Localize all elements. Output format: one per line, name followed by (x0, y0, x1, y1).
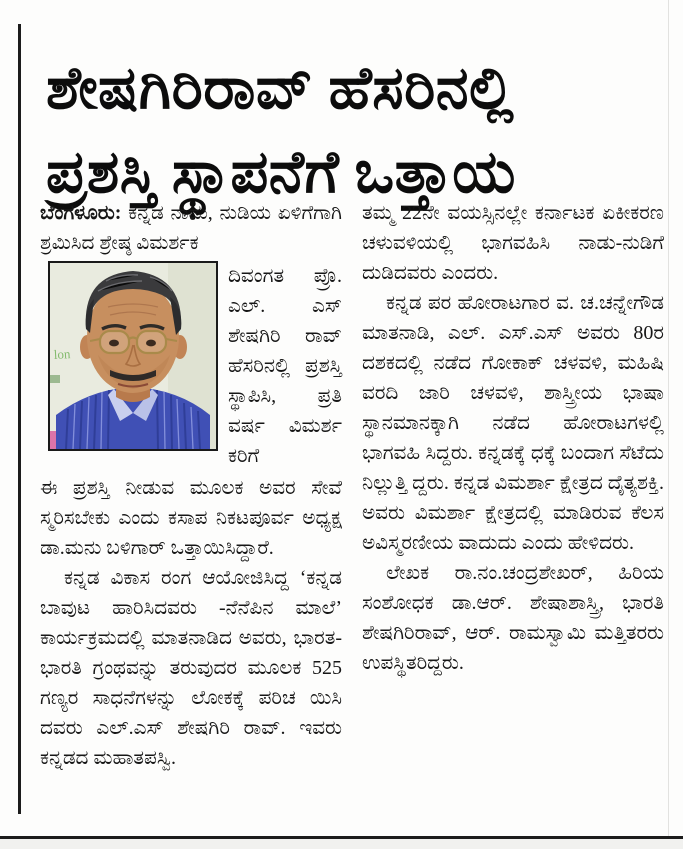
portrait-photo (48, 261, 218, 451)
lead-paragraph-text: ಕನ್ನಡ ನಾಡು, ನುಡಿಯ ಏಳಿಗೆಗಾಗಿ ಶ್ರಮಿಸಿದ ಶ್ರೇಷ್ಠ ವಿಮರ್ಶಕ (40, 202, 342, 254)
photo-banner-text: lon (53, 346, 71, 362)
headline-line-1: ಶೇಷಗಿರಿರಾವ್ ಹೆಸರಿನಲ್ಲಿ (46, 54, 515, 121)
article-body (40, 198, 665, 826)
dateline: ಬೆಂಗಳೂರು: (40, 202, 122, 224)
left-column-rule (18, 24, 21, 814)
text-beside-photo: ದಿವಂಗತ ಪ್ರೊ. ಎಲ್. ಎಸ್ ಶೇಷಗಿರಿ ರಾವ್ ಹೆಸರಿನಲ್ಲಿ ಪ್ರಶಸ್ತಿ ಸ್ಥಾಪಿಸಿ, ಪ್ರತಿ ವರ್ಷ ವಿಮರ್ಶ ಕರಿಗೆ (228, 265, 342, 467)
green-banner-blob (50, 375, 60, 383)
lead-paragraph (40, 198, 342, 258)
right-eye (146, 340, 156, 347)
right-paragraph-2: ಕನ್ನಡ ಪರ ಹೋರಾಟಗಾರ ವ. ಚ.ಚನ್ನೇಗೌಡ ಮಾತನಾಡಿ, ಎಲ್. ಎಸ್.ಎಸ್ ಅವರು 80ರ ದಶಕದಲ್ಲಿ ನಡೆದ ಗೋಕಾಕ್ ಚಳವಳಿ, ಮಹಿಷಿ ವರದಿ ಜಾರಿ ಚಳವಳಿ, ಶಾಸ್ತ್ರೀಯ ಭಾಷಾ ಸ್ಥಾನಮಾನಕ್ಕಾಗಿ ನಡೆದ ಹೋರಾಟಗಳಲ್ಲಿ ಭಾಗವಹಿ ಸಿದ್ದರು. ಕನ್ನಡಕ್ಕೆ ಧಕ್ಕೆ ಬಂದಾಗ ಸೆಟೆದು ನಿಲ್ಲುತ್ತಿ ದ್ದರು. ಕನ್ನಡ ವಿಮರ್ಶಾ ಕ್ಷೇತ್ರದ ದೈತ್ಯಶಕ್ತಿ. ಅವರು ವಿಮರ್ಶಾ ಕ್ಷೇತ್ರದಲ್ಲಿ ಮಾಡಿರುವ ಕೆಲಸ ಅವಿಸ್ಮರಣೀಯ ವಾದುದು ಎಂದು ಹೇಳಿದರು. (362, 292, 664, 554)
left-eye (109, 340, 119, 347)
left-paragraph-2: ಕನ್ನಡ ವಿಕಾಸ ರಂಗ ಆಯೋಜಿಸಿದ್ದ ‘ಕನ್ನಡ ಬಾವುಟ ಹಾರಿಸಿದವರು -ನೆನೆಪಿನ ಮಾಲೆ’ ಕಾರ್ಯಕ್ರಮದಲ್ಲಿ ಮಾತನಾಡಿದ ಅವರು, ಭಾರತ-ಭಾರತಿ ಗ್ರಂಥವನ್ನು ತರುವುದರ ಮೂಲಕ 525 ಗಣ್ಯರ ಸಾಧನೆಗಳನ್ನು ಲೋಕಕ್ಕೆ ಪರಿಚ ಯಿಸಿ ದವರು ಎಲ್.ಎಸ್ ಶೇಷಗಿರಿ ರಾವ್. ಇವರು ಕನ್ನಡದ ಮಹಾತಪಸ್ವಿ. (40, 567, 342, 769)
right-column (362, 198, 664, 826)
article-headline (46, 46, 666, 216)
headline-line-2: ಪ್ರಶಸ್ತಿ ಸ್ಥಾಪನೆಗೆ ಒತ್ತಾಯ (46, 139, 516, 206)
photo-with-wrap-text (40, 261, 342, 471)
right-edge-rule (668, 0, 669, 849)
right-paragraph-3: ಲೇಖಕ ರಾ.ನಂ.ಚಂದ್ರಶೇಖರ್, ಹಿರಿಯ ಸಂಶೋಧಕ ಡಾ.ಆರ್. ಶೇಷಾಶಾಸ್ತ್ರಿ, ಭಾರತಿ ಶೇಷಗಿರಿರಾವ್, ಆರ್. ರಾಮಸ್ವಾಮಿ ಮತ್ತಿತರರು ಉಪಸ್ಥಿತರಿದ್ದರು. (362, 562, 664, 674)
left-column (40, 198, 342, 826)
bottom-margin-strip (0, 839, 683, 849)
portrait-photo-illustration (50, 263, 216, 449)
right-paragraph-1: ತಮ್ಮ 22ನೇ ವಯಸ್ಸಿನಲ್ಲೇ ಕರ್ನಾಟಕ ಏಕೀಕರಣ ಚಳುವಳಿಯಲ್ಲಿ ಭಾಗವಹಿಸಿ ನಾಡು-ನುಡಿಗೆ ದುಡಿದವರು ಎಂದರು. (362, 202, 664, 284)
paragraph-after-photo: ಈ ಪ್ರಶಸ್ತಿ ನೀಡುವ ಮೂಲಕ ಅವರ ಸೇವೆ ಸ್ಮರಿಸಬೇಕು ಎಂದು ಕಸಾಪ ನಿಕಟಪೂರ್ವ ಅಧ್ಯಕ್ಷ ಡಾ.ಮನು ಬಳಿಗಾರ್ ಒತ್ತಾಯಿಸಿದ್ದಾರೆ. (40, 477, 342, 559)
